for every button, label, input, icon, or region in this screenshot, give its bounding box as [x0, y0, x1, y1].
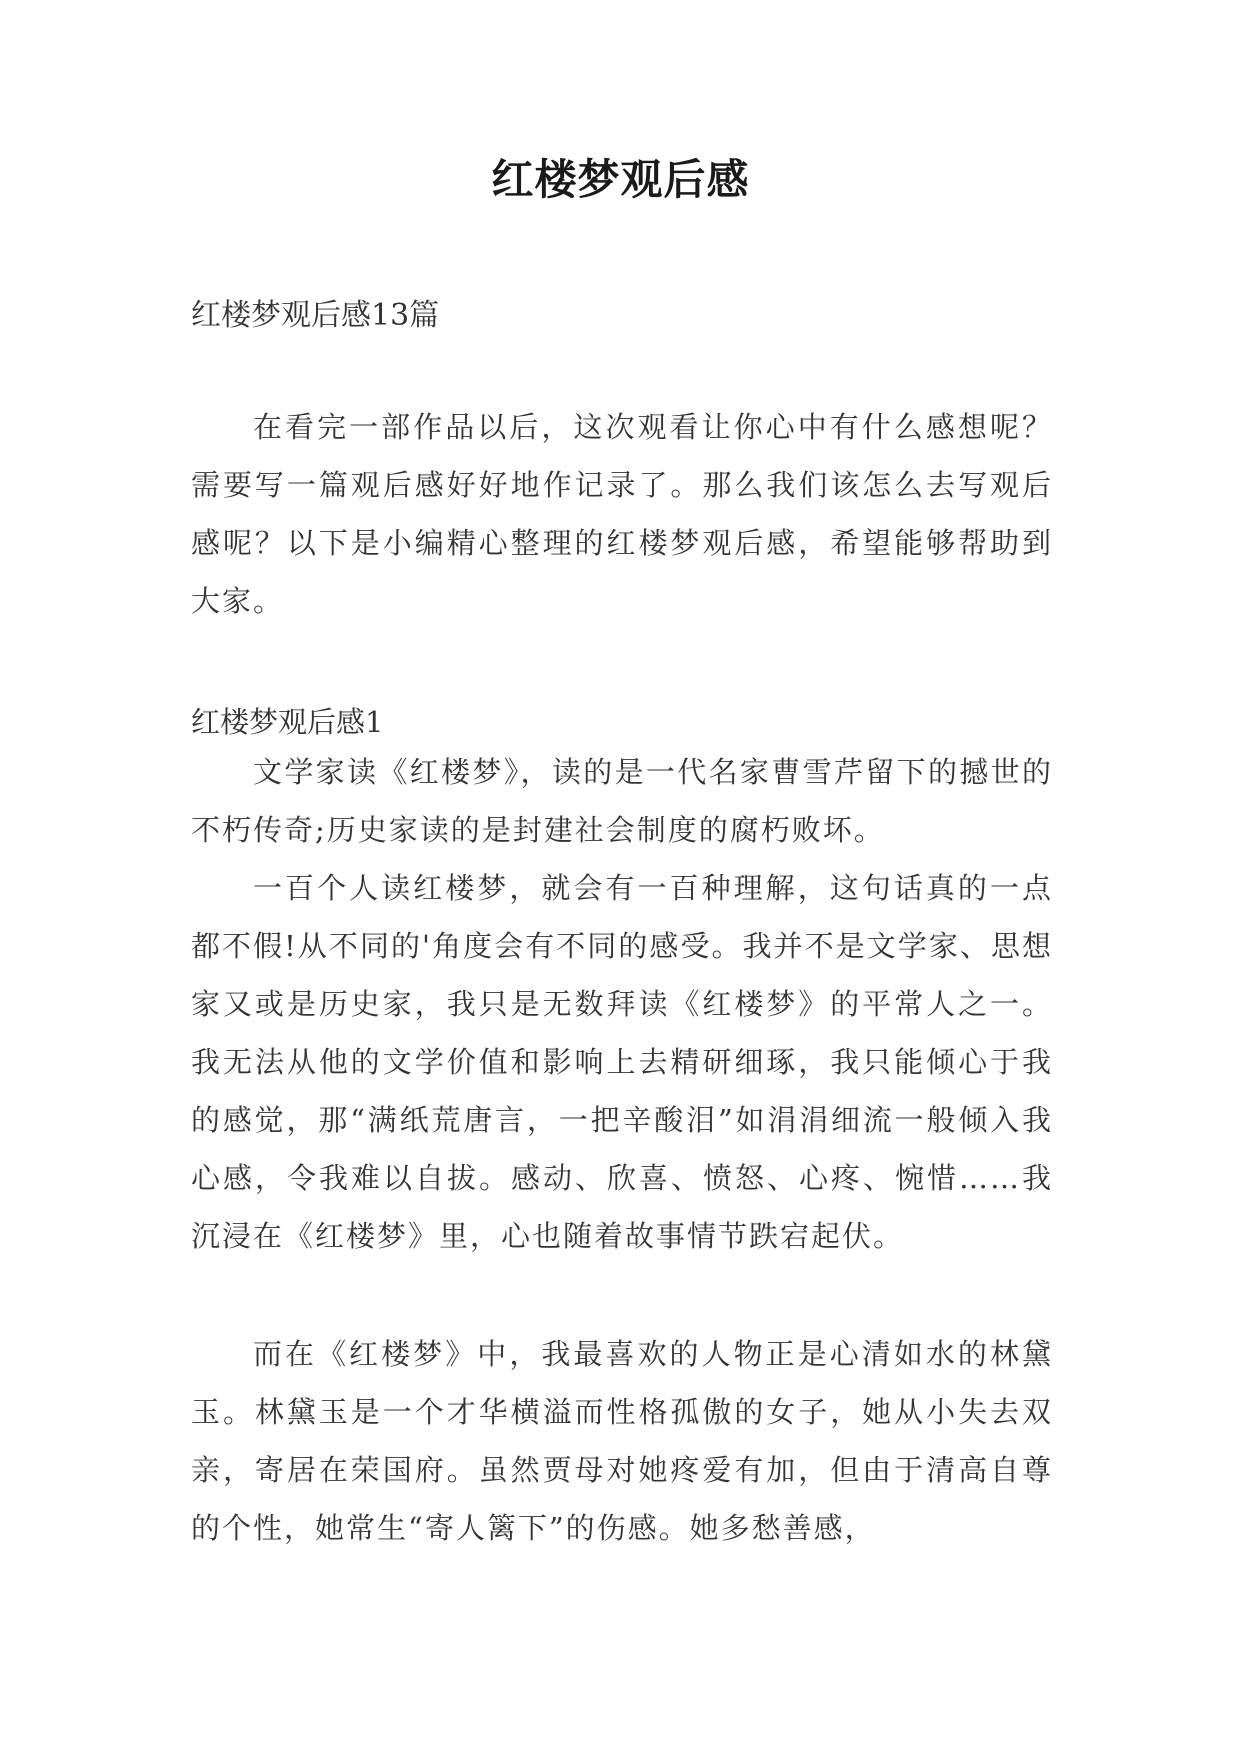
section-paragraph-1: 文学家读《红楼梦》，读的是一代名家曹雪芹留下的撼世的不朽传奇;历史家读的是封建社会制度的腐朽败坏。 — [191, 755, 1053, 847]
document-title: 红楼梦观后感 — [491, 155, 750, 204]
section-paragraph-3: 而在《红楼梦》中，我最喜欢的人物正是心清如水的林黛玉。林黛玉是一个才华横溢而性格孤傲的女子，她从小失去双亲，寄居在荣国府。虽然贾母对她疼爱有加，但由于清高自尊的个性，她常生“寄人篱下”的伤感。她多愁善感， — [191, 1337, 1053, 1545]
section-paragraph-2: 一百个人读红楼梦，就会有一百种理解，这句话真的一点都不假!从不同的'角度会有不同的感受。我并不是文学家、思想家又或是历史家，我只是无数拜读《红楼梦》的平常人之一。我无法从他的文学价值和影响上去精研细琢，我只能倾心于我的感觉，那“满纸荒唐言，一把辛酸泪”如涓涓细流一般倾入我心感，令我难以自拔。感动、欣喜、愤怒、心疼、惋惜……我沉浸在《红楼梦》里，心也随着故事情节跌宕起伏。 — [191, 871, 1053, 1253]
document-subtitle: 红楼梦观后感13篇 — [191, 298, 440, 333]
section-heading: 红楼梦观后感1 — [191, 705, 384, 739]
intro-paragraph: 在看完一部作品以后，这次观看让你心中有什么感想呢？需要写一篇观后感好好地作记录了。那么我们该怎么去写观后感呢？以下是小编精心整理的红楼梦观后感，希望能够帮助到大家。 — [191, 410, 1053, 618]
